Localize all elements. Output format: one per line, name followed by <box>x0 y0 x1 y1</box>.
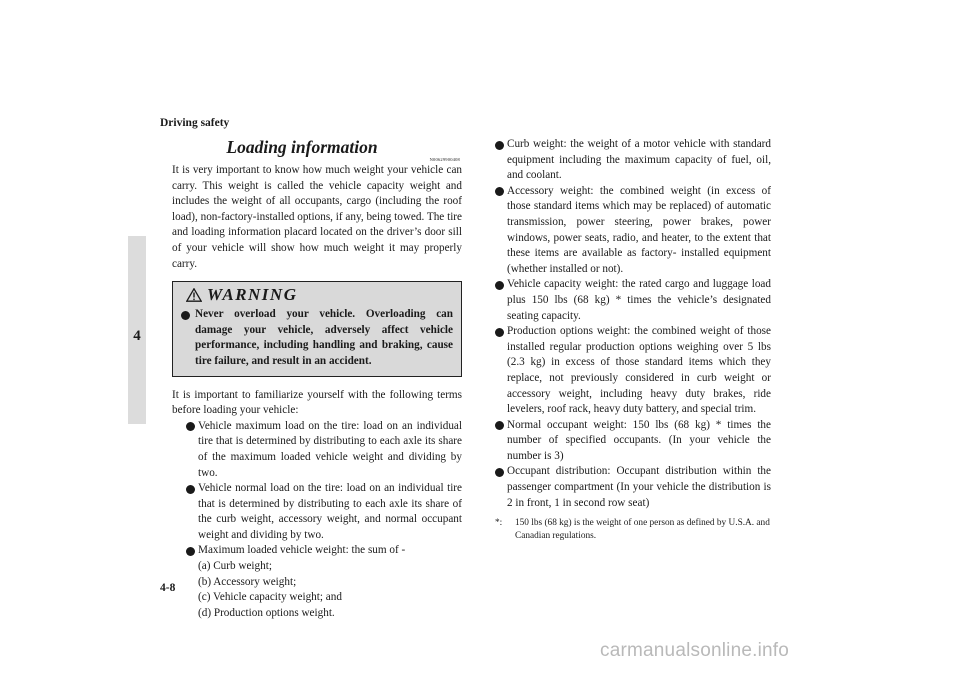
bullet-icon <box>186 485 195 494</box>
page-number: 4-8 <box>160 582 176 594</box>
warning-body: Never overload your vehicle. Overloading can damage your vehicle, adversely affect vehicle performance, including handling and braking, cause tire failure, and result in an accident. <box>195 308 453 367</box>
footnote-mark: *: <box>495 518 503 529</box>
sub-item: (b) Accessory weight; <box>198 575 297 588</box>
bullet-icon <box>181 311 190 320</box>
list-item-text: Maximum loaded vehicle weight: the sum of - <box>198 544 406 557</box>
chapter-tab-number: 4 <box>133 328 141 344</box>
list-item-text: Vehicle capacity weight: the rated cargo and luggage load plus 150 lbs (68 kg) * times the vehicle’s designated seating capacity. <box>507 278 771 322</box>
section-title: Loading information <box>226 137 378 157</box>
intro-paragraph: It is very important to know how much weight your vehicle can carry. This weight is called the vehicle capacity weight and includes the weight of all occupants, cargo (including the roof load), non-factory-installed options, if any, being towed. The tire and loading information placard located on the driver’s door sill of your vehicle will show how much weight it may properly carry. <box>172 164 462 270</box>
terms-list-left <box>172 419 462 622</box>
list-item <box>186 419 462 481</box>
sub-item: (c) Vehicle capacity weight; and <box>198 591 342 604</box>
left-column <box>172 137 462 621</box>
list-item-text: Production options weight: the combined weight of those installed regular production options weighing over 5 lbs (2.3 kg) in excess of those standard items which they replace, not previously considered in curb weight or accessory weight, including heavy duty brakes, ride levelers, roof rack, heavy duty battery, and special trim. <box>507 325 771 416</box>
list-item-text: Accessory weight: the combined weight (in excess of those standard items which may be replaced) of automatic transmission, power steering, power brakes, power windows, power seats, radio, and heater, to the extent that these items are available as factory- installed equipment (whether installed or not). <box>507 184 771 275</box>
bullet-icon <box>495 468 504 477</box>
bullet-icon <box>186 547 195 556</box>
sub-item: (d) Production options weight. <box>198 606 335 619</box>
list-item <box>495 464 771 511</box>
footnote <box>495 517 771 543</box>
list-item <box>186 481 462 543</box>
watermark-link[interactable]: carmanualsonline.info <box>600 640 790 661</box>
right-column <box>495 137 771 543</box>
list-item <box>495 324 771 418</box>
bullet-icon <box>495 328 504 337</box>
warning-text <box>181 307 453 369</box>
bullet-icon <box>495 141 504 150</box>
list-item-text: Occupant distribution: Occupant distribution within the passenger compartment (In your vehicle the distribution is 2 in front, 1 in second row seat) <box>507 465 771 509</box>
warning-box <box>172 281 462 376</box>
sub-item: (a) Curb weight; <box>198 560 272 573</box>
list-item <box>495 418 771 465</box>
list-item <box>495 137 771 184</box>
terms-list-right <box>495 137 771 511</box>
list-item <box>495 184 771 278</box>
list-item-text: Vehicle maximum load on the tire: load on an individual tire that is determined by distributing to each axle its share of the maximum loaded vehicle weight and dividing by two. <box>198 419 462 479</box>
list-item <box>495 277 771 324</box>
warning-title: WARNING <box>207 285 298 305</box>
familiarize-paragraph: It is important to familiarize yourself with the following terms before loading your vehicle: <box>172 388 462 417</box>
bullet-icon <box>495 281 504 290</box>
list-item <box>186 543 462 621</box>
list-item-text: Vehicle normal load on the tire: load on an individual tire that is determined by distributing to each axle its share of the curb weight, accessory weight, and normal occupant weight and dividing by two. <box>198 482 462 541</box>
running-header: Driving safety <box>160 117 230 129</box>
bullet-icon <box>495 421 504 430</box>
document-code: N00629900408 <box>429 157 460 162</box>
list-item-text: Normal occupant weight: 150 lbs (68 kg) * times the number of specified occupants. (In your vehicle the number is 3) <box>507 418 771 462</box>
footnote-text: 150 lbs (68 kg) is the weight of one person as defined by U.S.A. and Canadian regulations. <box>515 518 770 542</box>
warning-header <box>181 286 453 306</box>
warning-triangle-icon <box>186 288 202 302</box>
list-item-text: Curb weight: the weight of a motor vehicle with standard equipment including the maximum capacity of fuel, oil, and coolant. <box>507 138 771 182</box>
bullet-icon <box>495 187 504 196</box>
bullet-icon <box>186 422 195 431</box>
